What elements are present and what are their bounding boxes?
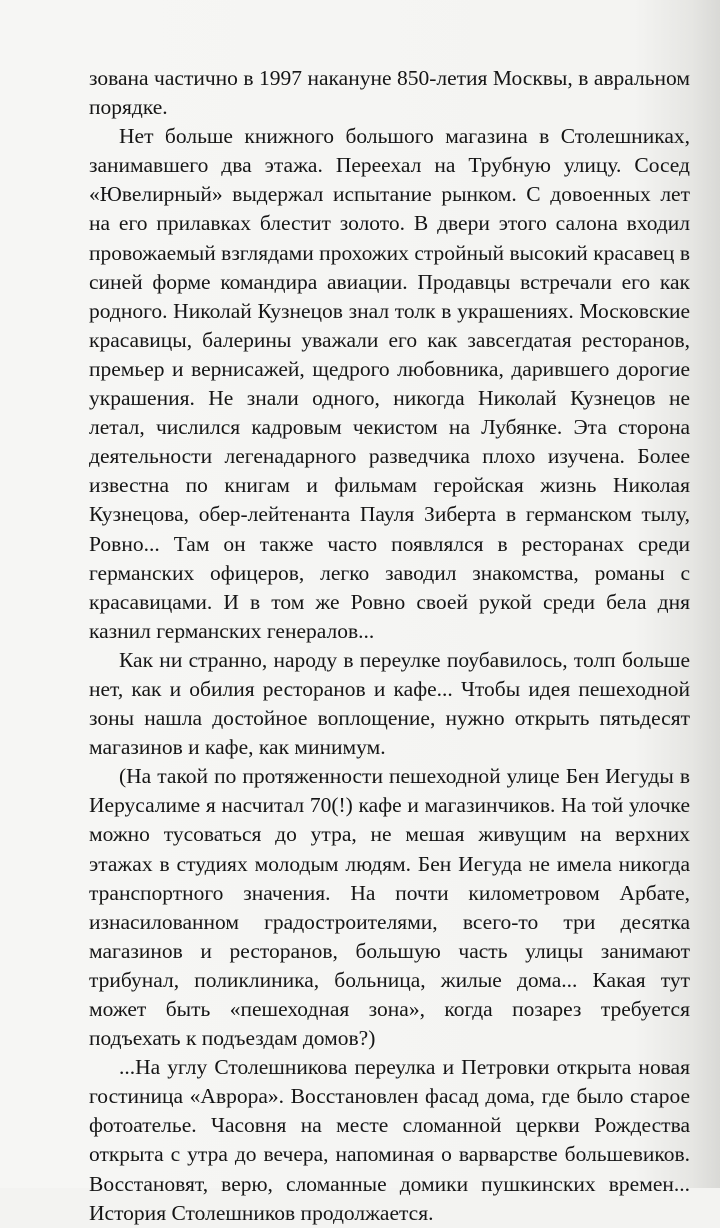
paragraph-stoleshniki-shops: Нет больше книжного большого магазина в Столешниках, занимавшего два этажа. Переехал на Трубную улицу. Сосед «Ювелирный» выдержал испытание рынком. С довоенных лет на его прилавках блестит золото. В двери этого салона входил провожаемый взглядами прохожих стройный высокий красавец в синей форме командира авиации. Продавцы встречали его как родного. Николай Кузнецов знал толк в украшениях. Московские красавицы, балерины уважали его как завсегдатая ресторанов, премьер и вернисажей, щедрого любовника, дарившего дорогие украшения. Не знали одного, никогда Николай Кузнецов не летал, числился кадровым чекистом на Лубянке. Эта сторона деятельности легенадарного разведчика плохо изучена. Более известна по книгам и фильмам геройская жизнь Николая Кузнецова, обер-лейтенанта Пауля Зиберта в германском тылу, Ровно... Там он также часто появлялся в ресторанах среди германских офицеров, легко заводил знакомства, романы с красавицами. И в том же Ровно своей рукой среди бела дня казнил германских генералов...	[89, 124, 690, 643]
paragraph-aurora-hotel: ...На углу Столешникова переулка и Петровки открыта новая гостиница «Аврора». Восстановлен фасад дома, где было старое фотоателье. Часовня на месте сломанной церкви Рождества открыта с утра до вечера, напоминая о варварстве большевиков. Восстановят, верю, сломанные домики пушкинских времен... История Столешников продолжается.	[89, 1055, 690, 1225]
paragraph-pedestrian-zone: Как ни странно, народу в переулке поубавилось, толп больше нет, как и обилия ресторанов и кафе... Чтобы идея пешеходной зоны нашла достойное воплощение, нужно открыть пятьдесят магазинов и кафе, как минимум.	[89, 647, 690, 760]
paragraph-continuation: зована частично в 1997 накануне 850-летия Москвы, в авральном порядке.	[89, 66, 690, 120]
body-text	[89, 64, 690, 1228]
paragraph-ben-yehuda: (На такой по протяженности пешеходной улице Бен Иегуды в Иерусалиме я насчитал 70(!) кафе и магазинчиков. На той улочке можно тусоваться до утра, не мешая живущим на верхних этажах в студиях молодым людям. Бен Иегуда не имела никогда транспортного значения. На почти километровом Арбате, изнасилованном градостроителями, всего-то три десятка магазинов и ресторанов, большую часть улицы занимают трибунал, поликлиника, больница, жилые дома... Какая тут может быть «пешеходная зона», когда позарез требуется подъехать к подъездам домов?)	[89, 764, 690, 1051]
